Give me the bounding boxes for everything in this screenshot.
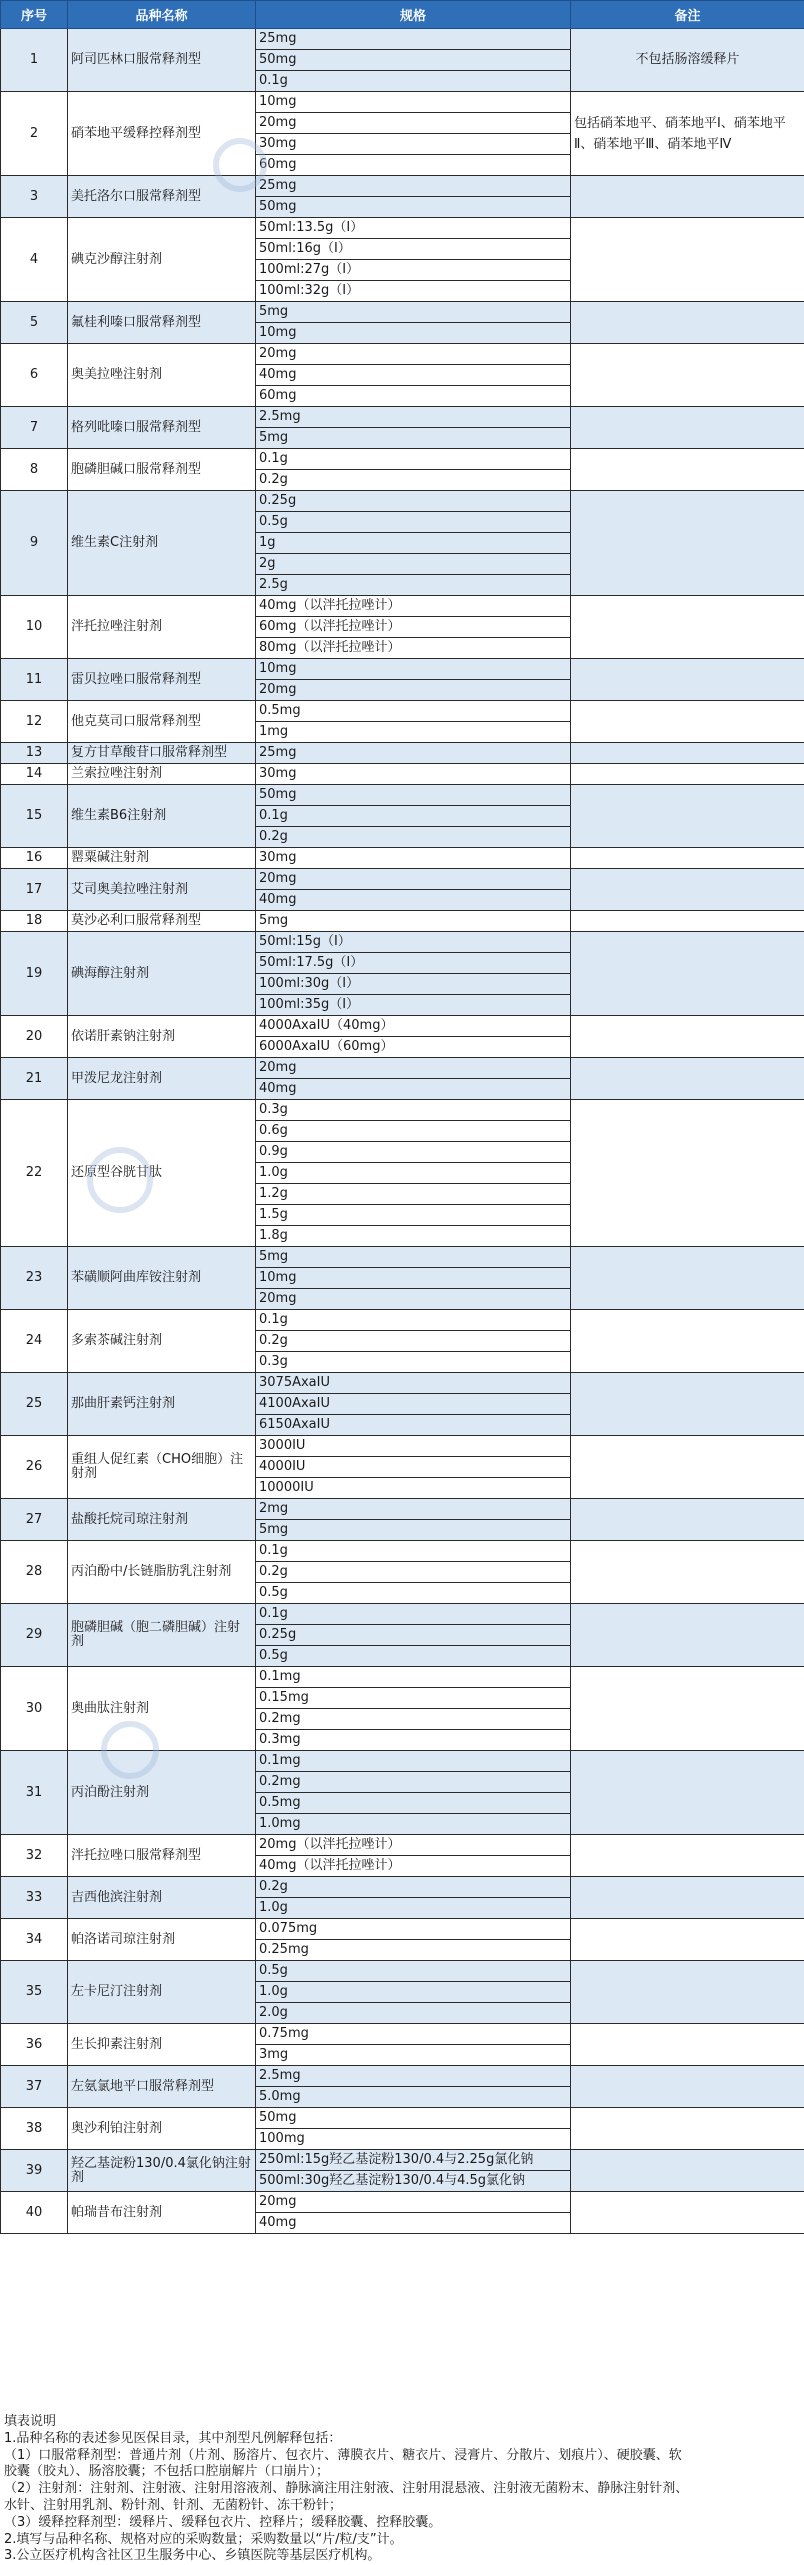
notes-line: 2.填写与品种名称、规格对应的采购数量；采购数量以“片/粒/支”计。 — [4, 2532, 804, 2549]
spec-cell: 10mg — [256, 92, 571, 113]
spec-cell: 50mg — [256, 50, 571, 71]
spec-cell: 10000IU — [256, 1478, 571, 1499]
row-number: 32 — [1, 1835, 68, 1877]
spec-cell: 5mg — [256, 302, 571, 323]
drug-name: 胞磷胆碱口服常释剂型 — [68, 449, 256, 491]
table-row — [1, 1373, 804, 1394]
remark-cell — [571, 1058, 804, 1100]
spec-cell: 0.15mg — [256, 1688, 571, 1709]
remark-cell — [571, 1100, 804, 1247]
table-row — [1, 2192, 804, 2213]
remark-cell — [571, 2108, 804, 2150]
spec-cell: 50ml:15g（Ⅰ） — [256, 932, 571, 953]
table-body — [1, 29, 804, 2234]
table-row — [1, 1247, 804, 1268]
drug-name: 雷贝拉唑口服常释剂型 — [68, 659, 256, 701]
remark-cell — [571, 1499, 804, 1541]
header-name: 品种名称 — [68, 1, 256, 29]
table-row — [1, 1835, 804, 1856]
spec-cell: 20mg（以泮托拉唑计） — [256, 1835, 571, 1856]
row-number: 40 — [1, 2192, 68, 2234]
spec-cell: 0.1mg — [256, 1667, 571, 1688]
spec-cell: 50ml:16g（Ⅰ） — [256, 239, 571, 260]
drug-name: 氟桂利嗪口服常释剂型 — [68, 302, 256, 344]
table-row — [1, 1436, 804, 1457]
remark-cell — [571, 491, 804, 596]
drug-name: 奥沙利铂注射剂 — [68, 2108, 256, 2150]
remark-cell — [571, 449, 804, 491]
spec-cell: 5mg — [256, 911, 571, 932]
row-number: 18 — [1, 911, 68, 932]
table-row — [1, 701, 804, 722]
table-row — [1, 1919, 804, 1940]
spec-cell: 2mg — [256, 1499, 571, 1520]
table-row — [1, 491, 804, 512]
row-number: 14 — [1, 764, 68, 785]
remark-cell — [571, 1247, 804, 1310]
row-number: 8 — [1, 449, 68, 491]
spec-cell: 0.5g — [256, 1961, 571, 1982]
remark-cell — [571, 302, 804, 344]
spec-cell: 5mg — [256, 1520, 571, 1541]
remark-cell — [571, 596, 804, 659]
spec-cell: 20mg — [256, 1058, 571, 1079]
drug-name: 左卡尼汀注射剂 — [68, 1961, 256, 2024]
drug-name: 碘海醇注射剂 — [68, 932, 256, 1016]
spec-cell: 6150AxaIU — [256, 1415, 571, 1436]
remark-cell — [571, 1751, 804, 1835]
remark-cell — [571, 785, 804, 848]
spec-cell: 0.075mg — [256, 1919, 571, 1940]
spec-cell: 20mg — [256, 1289, 571, 1310]
spec-cell: 0.2g — [256, 827, 571, 848]
table-row — [1, 449, 804, 470]
notes-line: （2）注射剂：注射剂、注射液、注射用溶液剂、静脉滴注用注射液、注射用混悬液、注射液无菌粉末、静脉注射针剂、 — [4, 2481, 804, 2498]
notes-title: 填表说明 — [4, 2414, 804, 2431]
remark-cell — [571, 869, 804, 911]
row-number: 17 — [1, 869, 68, 911]
spec-cell: 0.2g — [256, 1562, 571, 1583]
row-number: 36 — [1, 2024, 68, 2066]
drug-name: 艾司奥美拉唑注射剂 — [68, 869, 256, 911]
spec-cell: 0.1g — [256, 1541, 571, 1562]
remark-cell — [571, 659, 804, 701]
drug-name: 甲泼尼龙注射剂 — [68, 1058, 256, 1100]
spec-cell: 250ml:15g羟乙基淀粉130/0.4与2.25g氯化钠 — [256, 2150, 571, 2171]
spec-cell: 0.6g — [256, 1121, 571, 1142]
drug-name: 碘克沙醇注射剂 — [68, 218, 256, 302]
drug-name: 帕洛诺司琼注射剂 — [68, 1919, 256, 1961]
table-row — [1, 869, 804, 890]
row-number: 7 — [1, 407, 68, 449]
spec-cell: 4000IU — [256, 1457, 571, 1478]
spec-cell: 50mg — [256, 785, 571, 806]
spec-cell: 3000IU — [256, 1436, 571, 1457]
row-number: 30 — [1, 1667, 68, 1751]
fill-instructions — [0, 2414, 804, 2565]
table-row — [1, 1604, 804, 1625]
table-row — [1, 29, 804, 50]
drug-name: 泮托拉唑口服常释剂型 — [68, 1835, 256, 1877]
row-number: 11 — [1, 659, 68, 701]
spec-cell: 3075AxaIU — [256, 1373, 571, 1394]
spec-cell: 0.1g — [256, 1604, 571, 1625]
spec-cell: 5mg — [256, 428, 571, 449]
remark-cell — [571, 2066, 804, 2108]
row-number: 9 — [1, 491, 68, 596]
spec-cell: 40mg — [256, 1079, 571, 1100]
spec-cell: 0.5g — [256, 1583, 571, 1604]
spec-cell: 1.0g — [256, 1982, 571, 2003]
remark-cell — [571, 1919, 804, 1961]
drug-name: 左氨氯地平口服常释剂型 — [68, 2066, 256, 2108]
spec-cell: 1.0mg — [256, 1814, 571, 1835]
drug-name: 硝苯地平缓释控释剂型 — [68, 92, 256, 176]
drug-name: 还原型谷胱甘肽 — [68, 1100, 256, 1247]
row-number: 26 — [1, 1436, 68, 1499]
drug-name: 复方甘草酸苷口服常释剂型 — [68, 743, 256, 764]
table-row — [1, 785, 804, 806]
remark-cell — [571, 2150, 804, 2192]
drug-name: 格列吡嗪口服常释剂型 — [68, 407, 256, 449]
spec-cell: 0.2g — [256, 470, 571, 491]
spec-cell: 40mg — [256, 2213, 571, 2234]
row-number: 22 — [1, 1100, 68, 1247]
spec-cell: 80mg（以泮托拉唑计） — [256, 638, 571, 659]
row-number: 5 — [1, 302, 68, 344]
table-row — [1, 1499, 804, 1520]
remark-cell — [571, 1541, 804, 1604]
drug-name: 维生素B6注射剂 — [68, 785, 256, 848]
drug-name: 阿司匹林口服常释剂型 — [68, 29, 256, 92]
remark-cell — [571, 2192, 804, 2234]
spec-cell: 0.9g — [256, 1142, 571, 1163]
drug-name: 丙泊酚中/长链脂肪乳注射剂 — [68, 1541, 256, 1604]
spec-cell: 20mg — [256, 2192, 571, 2213]
table-row — [1, 911, 804, 932]
table-row — [1, 596, 804, 617]
table-row — [1, 659, 804, 680]
table-row — [1, 92, 804, 113]
notes-line: （1）口服常释剂型：普通片剂（片剂、肠溶片、包衣片、薄膜衣片、糖衣片、浸膏片、分散片、划痕片）、硬胶囊、软 — [4, 2448, 804, 2465]
spec-cell: 60mg（以泮托拉唑计） — [256, 617, 571, 638]
spec-cell: 50mg — [256, 2108, 571, 2129]
row-number: 15 — [1, 785, 68, 848]
spec-cell: 40mg — [256, 365, 571, 386]
table-row — [1, 2066, 804, 2087]
spec-cell: 0.2mg — [256, 1709, 571, 1730]
spec-cell: 50ml:17.5g（Ⅰ） — [256, 953, 571, 974]
drug-name: 多索茶碱注射剂 — [68, 1310, 256, 1373]
spec-cell: 1g — [256, 533, 571, 554]
remark-cell — [571, 932, 804, 1016]
drug-name: 美托洛尔口服常释剂型 — [68, 176, 256, 218]
row-number: 13 — [1, 743, 68, 764]
drug-name: 生长抑素注射剂 — [68, 2024, 256, 2066]
spec-cell: 0.1g — [256, 449, 571, 470]
spec-cell: 100ml:32g（Ⅰ） — [256, 281, 571, 302]
row-number: 25 — [1, 1373, 68, 1436]
row-number: 33 — [1, 1877, 68, 1919]
spec-cell: 100ml:35g（Ⅰ） — [256, 995, 571, 1016]
spec-cell: 20mg — [256, 344, 571, 365]
header-spec: 规格 — [256, 1, 571, 29]
table-row — [1, 407, 804, 428]
remark-cell — [571, 407, 804, 449]
spec-cell: 40mg（以泮托拉唑计） — [256, 596, 571, 617]
remark-cell — [571, 701, 804, 743]
drug-name: 吉西他滨注射剂 — [68, 1877, 256, 1919]
table-row — [1, 302, 804, 323]
drug-name: 重组人促红素（CHO细胞）注射剂 — [68, 1436, 256, 1499]
spec-cell: 0.3mg — [256, 1730, 571, 1751]
notes-line: 1.品种名称的表述参见医保目录，其中剂型凡例解释包括： — [4, 2431, 804, 2448]
row-number: 6 — [1, 344, 68, 407]
drug-name: 他克莫司口服常释剂型 — [68, 701, 256, 743]
table-row — [1, 743, 804, 764]
spec-cell: 3mg — [256, 2045, 571, 2066]
spec-cell: 0.5mg — [256, 701, 571, 722]
drug-name: 泮托拉唑注射剂 — [68, 596, 256, 659]
drug-name: 苯磺顺阿曲库铵注射剂 — [68, 1247, 256, 1310]
spec-cell: 4000AxaIU（40mg） — [256, 1016, 571, 1037]
remark-cell — [571, 1373, 804, 1436]
spec-cell: 100ml:30g（Ⅰ） — [256, 974, 571, 995]
remark-cell — [571, 1436, 804, 1499]
row-number: 34 — [1, 1919, 68, 1961]
spec-cell: 50ml:13.5g（Ⅰ） — [256, 218, 571, 239]
remark-cell — [571, 1604, 804, 1667]
spec-cell: 2.5mg — [256, 407, 571, 428]
remark-cell — [571, 1961, 804, 2024]
row-number: 19 — [1, 932, 68, 1016]
spec-cell: 5.0mg — [256, 2087, 571, 2108]
table-row — [1, 1541, 804, 1562]
remark-cell — [571, 1310, 804, 1373]
spec-cell: 30mg — [256, 134, 571, 155]
row-number: 2 — [1, 92, 68, 176]
remark-cell — [571, 1667, 804, 1751]
table-row — [1, 2108, 804, 2129]
remark-cell — [571, 176, 804, 218]
header-remark: 备注 — [571, 1, 804, 29]
spec-cell: 2g — [256, 554, 571, 575]
row-number: 37 — [1, 2066, 68, 2108]
drug-name: 罂粟碱注射剂 — [68, 848, 256, 869]
table-row — [1, 2024, 804, 2045]
row-number: 1 — [1, 29, 68, 92]
spec-cell: 60mg — [256, 386, 571, 407]
spec-cell: 4100AxaIU — [256, 1394, 571, 1415]
spec-cell: 0.1g — [256, 71, 571, 92]
row-number: 31 — [1, 1751, 68, 1835]
row-number: 24 — [1, 1310, 68, 1373]
table-row — [1, 764, 804, 785]
spec-cell: 2.0g — [256, 2003, 571, 2024]
spec-cell: 100mg — [256, 2129, 571, 2150]
spec-cell: 0.2g — [256, 1877, 571, 1898]
row-number: 29 — [1, 1604, 68, 1667]
row-number: 38 — [1, 2108, 68, 2150]
spec-cell: 30mg — [256, 764, 571, 785]
drug-name: 莫沙必利口服常释剂型 — [68, 911, 256, 932]
drug-name: 羟乙基淀粉130/0.4氯化钠注射剂 — [68, 2150, 256, 2192]
spec-cell: 10mg — [256, 1268, 571, 1289]
spec-cell: 0.1g — [256, 1310, 571, 1331]
notes-line: 水针、注射用乳剂、粉针剂、针剂、无菌粉针、冻干粉针； — [4, 2498, 804, 2515]
spec-cell: 25mg — [256, 743, 571, 764]
spec-cell: 30mg — [256, 848, 571, 869]
table-header-row — [1, 1, 804, 29]
spec-cell: 0.1mg — [256, 1751, 571, 1772]
drug-name: 帕瑞昔布注射剂 — [68, 2192, 256, 2234]
row-number: 10 — [1, 596, 68, 659]
spec-cell: 5mg — [256, 1247, 571, 1268]
remark-cell — [571, 848, 804, 869]
notes-line: （3）缓释控释剂型：缓释片、缓释包衣片、控释片；缓释胶囊、控释胶囊。 — [4, 2515, 804, 2532]
spec-cell: 6000AxaIU（60mg） — [256, 1037, 571, 1058]
spec-cell: 20mg — [256, 869, 571, 890]
spec-cell: 2.5mg — [256, 2066, 571, 2087]
drug-name: 奥曲肽注射剂 — [68, 1667, 256, 1751]
spec-cell: 25mg — [256, 29, 571, 50]
spec-cell: 2.5g — [256, 575, 571, 596]
remark-cell — [571, 911, 804, 932]
row-number: 21 — [1, 1058, 68, 1100]
table-row — [1, 218, 804, 239]
row-number: 28 — [1, 1541, 68, 1604]
table-row — [1, 932, 804, 953]
spec-cell: 60mg — [256, 155, 571, 176]
drug-name: 依诺肝素钠注射剂 — [68, 1016, 256, 1058]
spec-cell: 100ml:27g（Ⅰ） — [256, 260, 571, 281]
table-row — [1, 1877, 804, 1898]
row-number: 4 — [1, 218, 68, 302]
spec-cell: 10mg — [256, 659, 571, 680]
spec-cell: 0.75mg — [256, 2024, 571, 2045]
spec-cell: 0.25g — [256, 1625, 571, 1646]
table-row — [1, 1058, 804, 1079]
header-no: 序号 — [1, 1, 68, 29]
table-row — [1, 176, 804, 197]
spec-cell: 0.1g — [256, 806, 571, 827]
spec-cell: 0.5mg — [256, 1793, 571, 1814]
row-number: 23 — [1, 1247, 68, 1310]
spec-cell: 10mg — [256, 323, 571, 344]
spec-cell: 1.5g — [256, 1205, 571, 1226]
table-row — [1, 848, 804, 869]
row-number: 12 — [1, 701, 68, 743]
spec-cell: 20mg — [256, 680, 571, 701]
table-row — [1, 1100, 804, 1121]
table-row — [1, 1751, 804, 1772]
row-number: 27 — [1, 1499, 68, 1541]
table-row — [1, 344, 804, 365]
row-number: 35 — [1, 1961, 68, 2024]
remark-cell — [571, 1877, 804, 1919]
drug-name: 丙泊酚注射剂 — [68, 1751, 256, 1835]
spec-cell: 0.3g — [256, 1100, 571, 1121]
spec-cell: 1.0g — [256, 1163, 571, 1184]
remark-cell: 包括硝苯地平、硝苯地平Ⅰ、硝苯地平Ⅱ、硝苯地平Ⅲ、硝苯地平Ⅳ — [571, 92, 804, 176]
remark-cell — [571, 1016, 804, 1058]
spec-cell: 1.8g — [256, 1226, 571, 1247]
spec-cell: 0.2g — [256, 1331, 571, 1352]
spec-cell: 0.5g — [256, 1646, 571, 1667]
spec-cell: 1.0g — [256, 1898, 571, 1919]
remark-cell — [571, 218, 804, 302]
drug-name: 盐酸托烷司琼注射剂 — [68, 1499, 256, 1541]
notes-line: 3.公立医疗机构含社区卫生服务中心、乡镇医院等基层医疗机构。 — [4, 2548, 804, 2565]
drug-name: 胞磷胆碱（胞二磷胆碱）注射剂 — [68, 1604, 256, 1667]
notes-line: 胶囊（胶丸）、肠溶胶囊；不包括口腔崩解片（口崩片）； — [4, 2464, 804, 2481]
remark-cell — [571, 743, 804, 764]
row-number: 20 — [1, 1016, 68, 1058]
drug-name: 维生素C注射剂 — [68, 491, 256, 596]
spec-cell: 0.25mg — [256, 1940, 571, 1961]
table-row — [1, 1016, 804, 1037]
drug-name: 兰索拉唑注射剂 — [68, 764, 256, 785]
drug-name: 那曲肝素钙注射剂 — [68, 1373, 256, 1436]
remark-cell — [571, 2024, 804, 2066]
drug-name: 奥美拉唑注射剂 — [68, 344, 256, 407]
spec-cell: 40mg（以泮托拉唑计） — [256, 1856, 571, 1877]
row-number: 39 — [1, 2150, 68, 2192]
spec-cell: 25mg — [256, 176, 571, 197]
spec-cell: 1.2g — [256, 1184, 571, 1205]
remark-cell — [571, 344, 804, 407]
spec-cell: 40mg — [256, 890, 571, 911]
spec-cell: 0.5g — [256, 512, 571, 533]
table-row — [1, 1961, 804, 1982]
spec-cell: 500ml:30g羟乙基淀粉130/0.4与4.5g氯化钠 — [256, 2171, 571, 2192]
spec-cell: 0.2mg — [256, 1772, 571, 1793]
remark-cell — [571, 1835, 804, 1877]
row-number: 3 — [1, 176, 68, 218]
row-number: 16 — [1, 848, 68, 869]
spec-cell: 1mg — [256, 722, 571, 743]
spec-cell: 0.25g — [256, 491, 571, 512]
table-row — [1, 1310, 804, 1331]
remark-cell: 不包括肠溶缓释片 — [571, 29, 804, 92]
table-row — [1, 1667, 804, 1688]
spec-cell: 20mg — [256, 113, 571, 134]
spec-cell: 0.3g — [256, 1352, 571, 1373]
remark-cell — [571, 764, 804, 785]
spec-cell: 50mg — [256, 197, 571, 218]
table-row — [1, 2150, 804, 2171]
